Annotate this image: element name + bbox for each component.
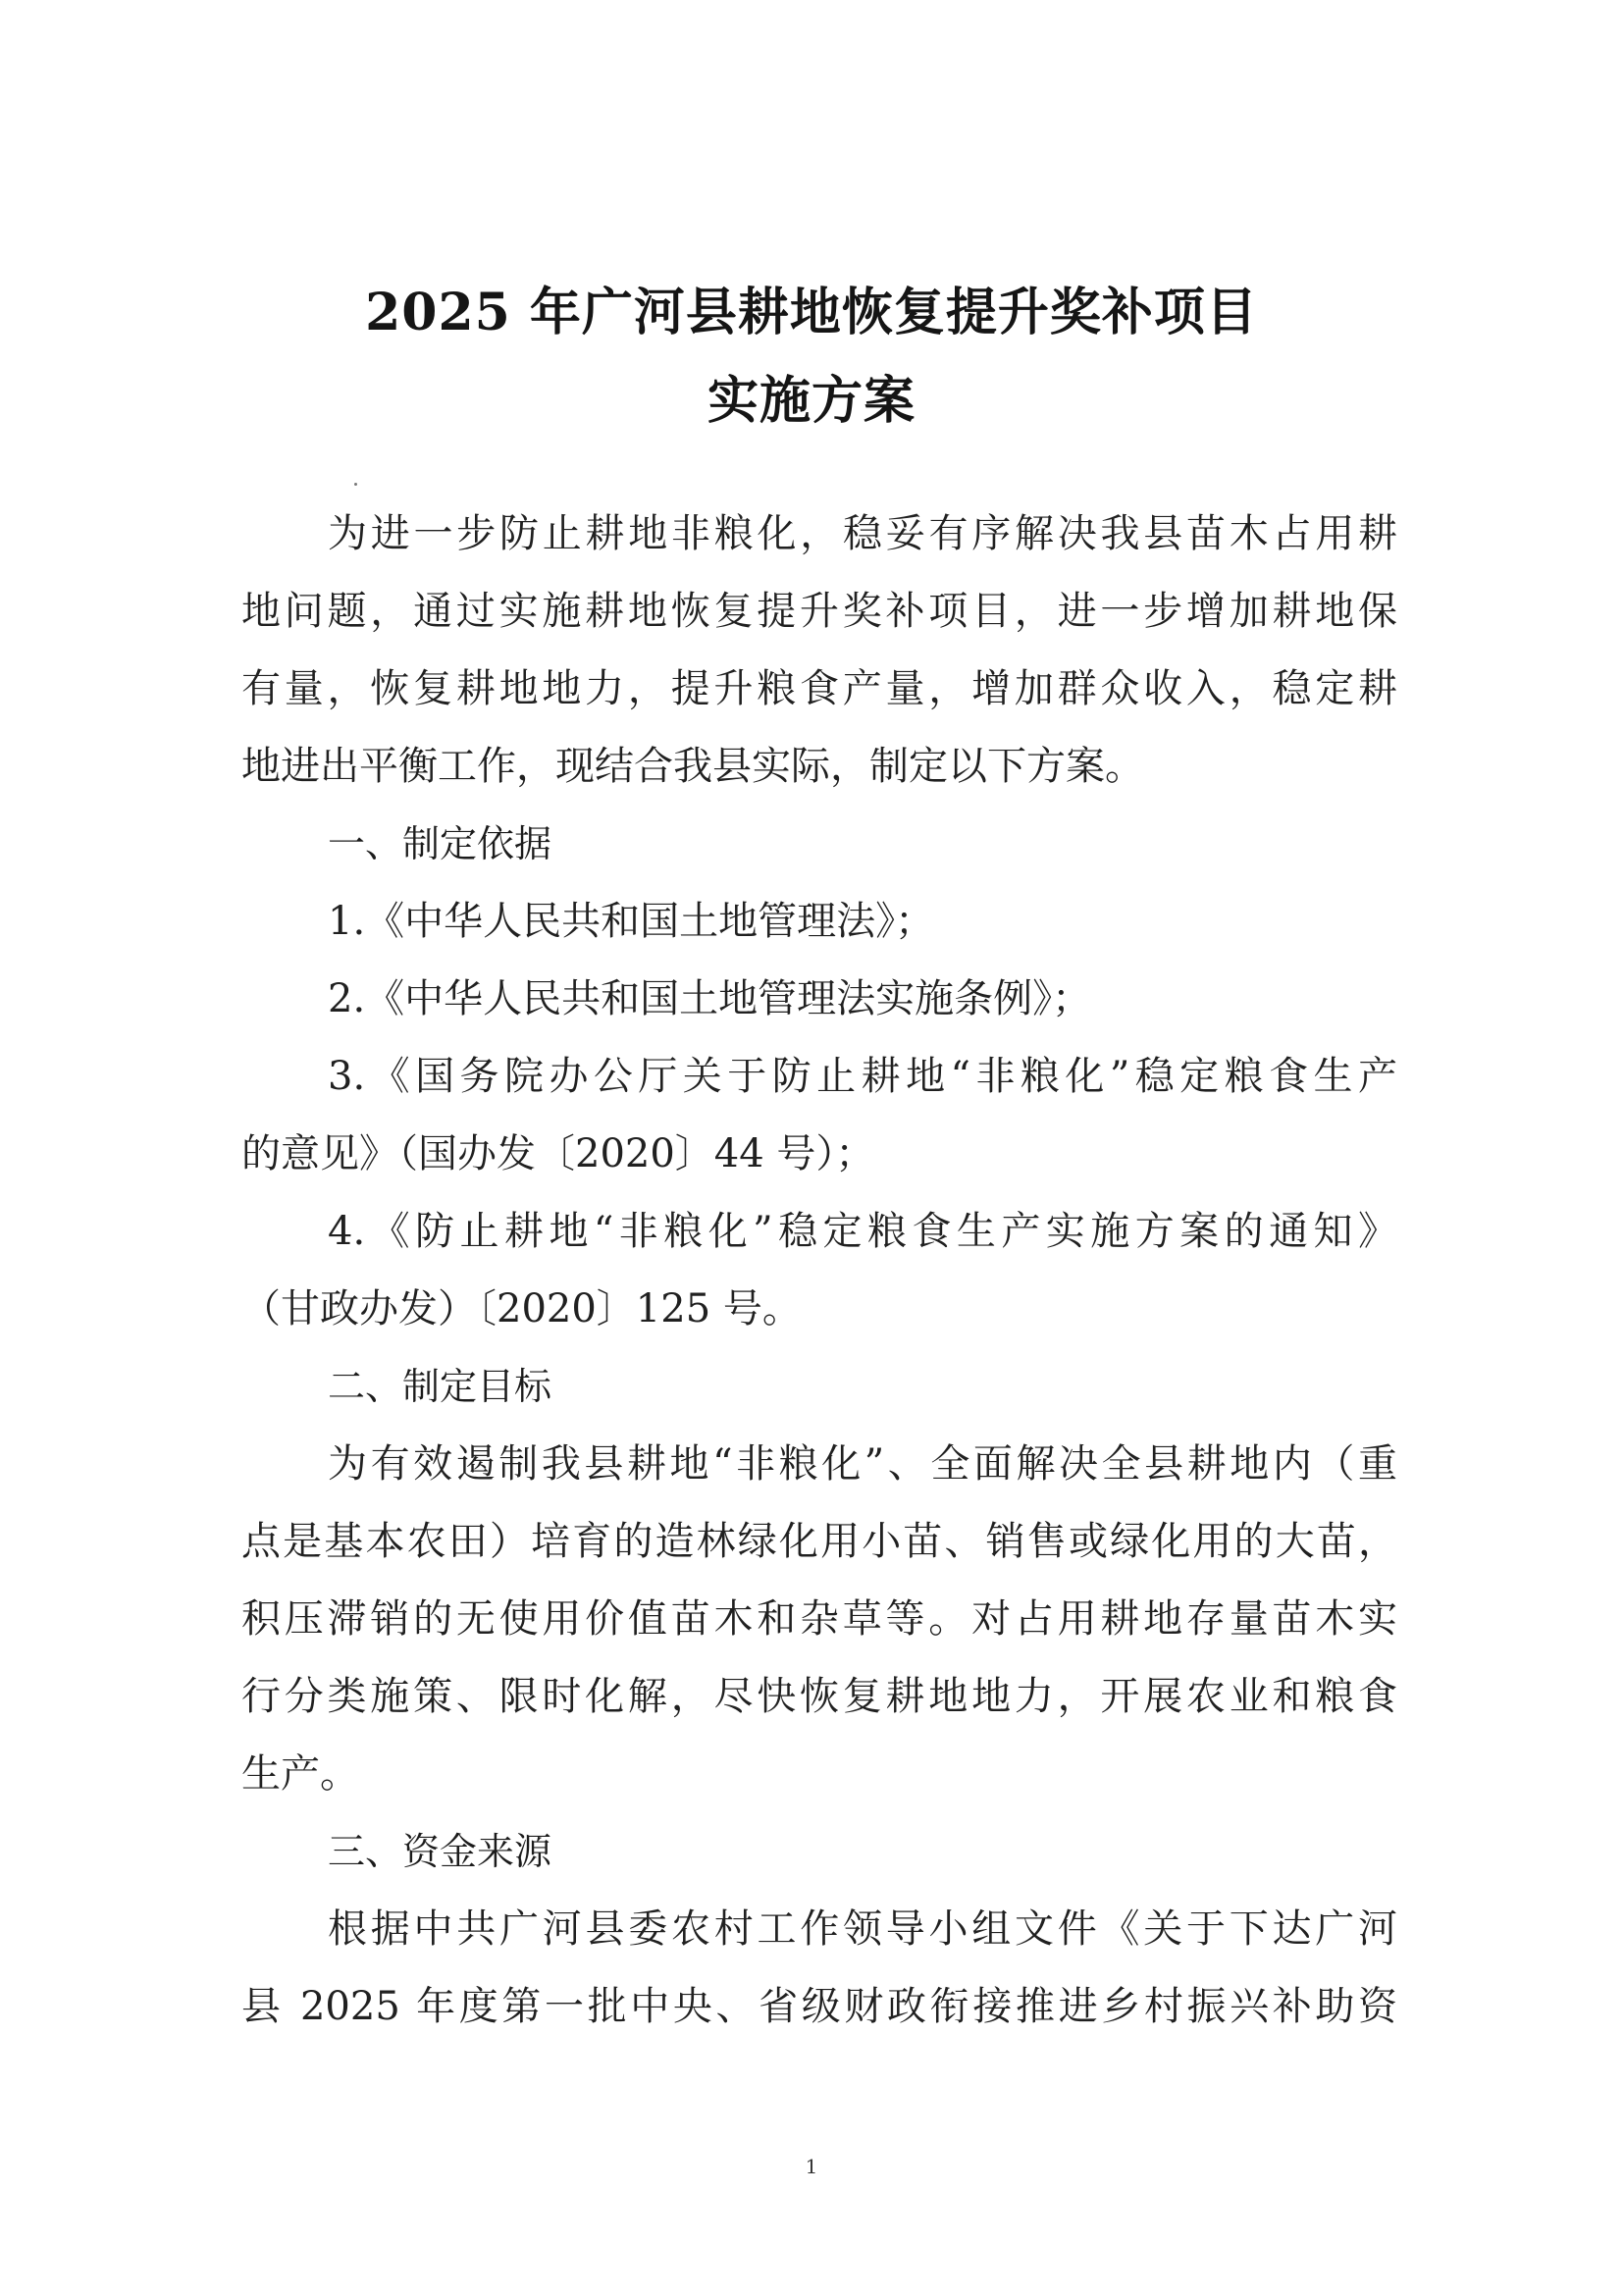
section-heading-basis: 一、制定依据	[328, 822, 552, 865]
goal-line-4: 行分类施策、限时化解，尽快恢复耕地地力，开展农业和粮食	[241, 1674, 1397, 1719]
section-heading-goal: 二、制定目标	[328, 1365, 552, 1408]
goal-line-1: 为有效遏制我县耕地“非粮化”、全面解决全县耕地内（重	[328, 1441, 1397, 1487]
intro-line-3: 有量，恢复耕地地力，提升粮食产量，增加群众收入，稳定耕	[241, 666, 1397, 711]
scan-speck	[354, 483, 357, 486]
document-title-line-2: 实施方案	[707, 371, 916, 431]
funding-line-2: 县 2025 年度第一批中央、省级财政衔接推进乡村振兴补助资	[241, 1984, 1397, 2029]
intro-line-2: 地问题，通过实施耕地恢复提升奖补项目，进一步增加耕地保	[241, 589, 1397, 634]
page-number: 1	[805, 2155, 818, 2178]
goal-line-3: 积压滞销的无使用价值苗木和杂草等。对占用耕地存量苗木实	[241, 1596, 1397, 1642]
goal-line-2: 点是基本农田）培育的造林绿化用小苗、销售或绿化用的大苗，	[241, 1519, 1397, 1564]
basis-item-1: 1.《中华人民共和国土地管理法》；	[328, 899, 935, 944]
intro-line-1: 为进一步防止耕地非粮化，稳妥有序解决我县苗木占用耕	[328, 511, 1397, 556]
basis-item-3-line-1: 3.《国务院办公厅关于防止耕地“非粮化”稳定粮食生产	[328, 1054, 1397, 1099]
section-heading-funding: 三、资金来源	[328, 1830, 552, 1873]
basis-item-4-line-2: （甘政办发）〔2020〕125 号。	[241, 1286, 802, 1331]
funding-line-1: 根据中共广河县委农村工作领导小组文件《关于下达广河	[328, 1906, 1397, 1952]
document-title-line-1: 2025 年广河县耕地恢复提升奖补项目	[365, 283, 1258, 342]
basis-item-3-line-2: 的意见》（国办发〔2020〕44 号）；	[241, 1131, 875, 1176]
goal-line-5: 生产。	[241, 1751, 359, 1797]
intro-line-4: 地进出平衡工作，现结合我县实际，制定以下方案。	[241, 744, 1144, 789]
basis-item-2: 2.《中华人民共和国土地管理法实施条例》；	[328, 976, 1092, 1021]
basis-item-4-line-1: 4.《防止耕地“非粮化”稳定粮食生产实施方案的通知》	[328, 1209, 1397, 1254]
